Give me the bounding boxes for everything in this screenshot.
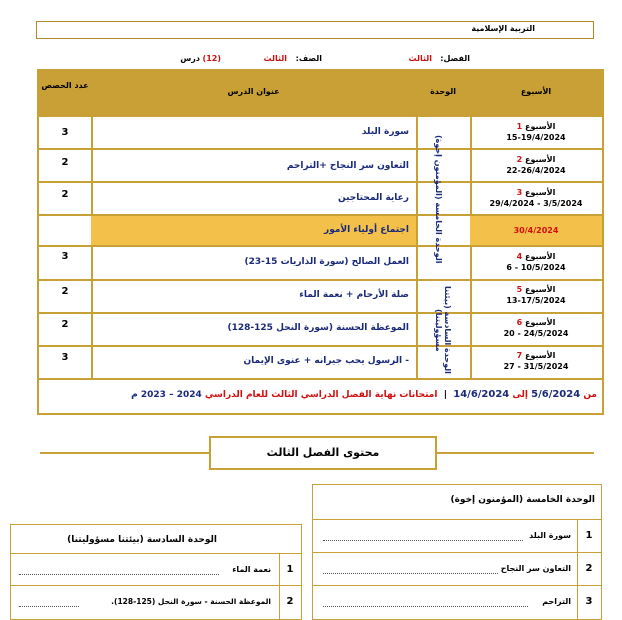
periods-3: 2 [61, 189, 69, 200]
header-unit: الوحدة [430, 87, 456, 96]
unit5-item-1: 1 سورة البلد [313, 519, 601, 553]
week-5: الأسبوع 5 13-17/5/2024 [506, 285, 566, 305]
header-periods: عدد الحصص [41, 81, 89, 90]
lessons-word: درس [180, 54, 200, 63]
periods-4: 3 [61, 251, 69, 262]
grade-value: الثالث [263, 54, 287, 63]
week-6: الأسبوع 6 20 - 24/5/2024 [503, 318, 569, 338]
lesson-2: التعاون سر النجاح +التراحم [286, 161, 409, 171]
lesson-6: الموعظة الحسنة (سورة النحل 125-128) [227, 323, 409, 333]
unit6-table [10, 524, 302, 620]
exams-row: من 5/6/2024 إلى 14/6/2024 | امتحانات نهاية الفصل الدراسي الثالث للعام الدراسي 2024 – 2023 م [131, 389, 597, 400]
meeting-date: 30/4/2024 [513, 226, 559, 235]
periods-5: 2 [61, 286, 69, 297]
schedule-table [37, 69, 604, 415]
unit5-label: الوحدة الخامسة (المؤمنون إخوة) [434, 134, 443, 264]
lesson-5: صلة الأرحام + نعمة الماء [299, 290, 409, 300]
unit6-item-1: 1 نعمة الماء [11, 553, 301, 586]
periods-7: 3 [61, 352, 69, 363]
header-week: الأسبوع [520, 87, 552, 96]
unit6-label: الوحدة السادسة (بيئتنا مسؤوليتنا) [434, 286, 452, 374]
week-4: الأسبوع 4 6 - 10/5/2024 [506, 252, 566, 272]
week-1: الأسبوع 1 15-19/4/2024 [506, 122, 566, 142]
periods-1: 3 [61, 127, 69, 138]
subject-box [36, 21, 594, 39]
lesson-4: العمل الصالح (سورة الذاريات 15-23) [244, 257, 409, 267]
unit5-item-2: 2 التعاون سر النجاح [313, 552, 601, 586]
lessons-count: (12) [202, 54, 221, 63]
periods-6: 2 [61, 319, 69, 330]
content-title: محتوى الفصل الثالث [209, 436, 437, 470]
week-7: الأسبوع 7 27 - 31/5/2024 [503, 351, 569, 371]
meeting-lesson: اجتماع أولياء الأمور [324, 225, 409, 235]
unit5-item-3: 3 التراحم [313, 585, 601, 619]
week-3: الأسبوع 3 29/4/2024 - 3/5/2024 [489, 188, 583, 208]
periods-2: 2 [61, 157, 69, 168]
unit6-item-2: 2 الموعظة الحسنة - سورة النحل (125-128). [11, 585, 301, 618]
info-row [36, 52, 592, 68]
lesson-7: - الرسول يحب جيرانه + عنوى الإيمان [243, 356, 409, 366]
grade-label: الصف: [295, 54, 322, 63]
unit6-table-title: الوحدة السادسة (بيئتنا مسؤوليتنا) [67, 535, 217, 545]
unit5-table-title: الوحدة الخامسة (المؤمنون إخوة) [450, 495, 595, 505]
semester-label: الفصل: [440, 54, 470, 63]
lesson-3: رعاية المحتاجين [338, 193, 409, 203]
lesson-1: سورة البلد [361, 127, 409, 137]
subject-label: التربية الإسلامية [471, 24, 535, 33]
week-2: الأسبوع 2 22-26/4/2024 [506, 155, 566, 175]
header-lesson-title: عنوان الدرس [227, 87, 280, 96]
semester-value: الثالث [408, 54, 432, 63]
unit5-table [312, 484, 602, 620]
